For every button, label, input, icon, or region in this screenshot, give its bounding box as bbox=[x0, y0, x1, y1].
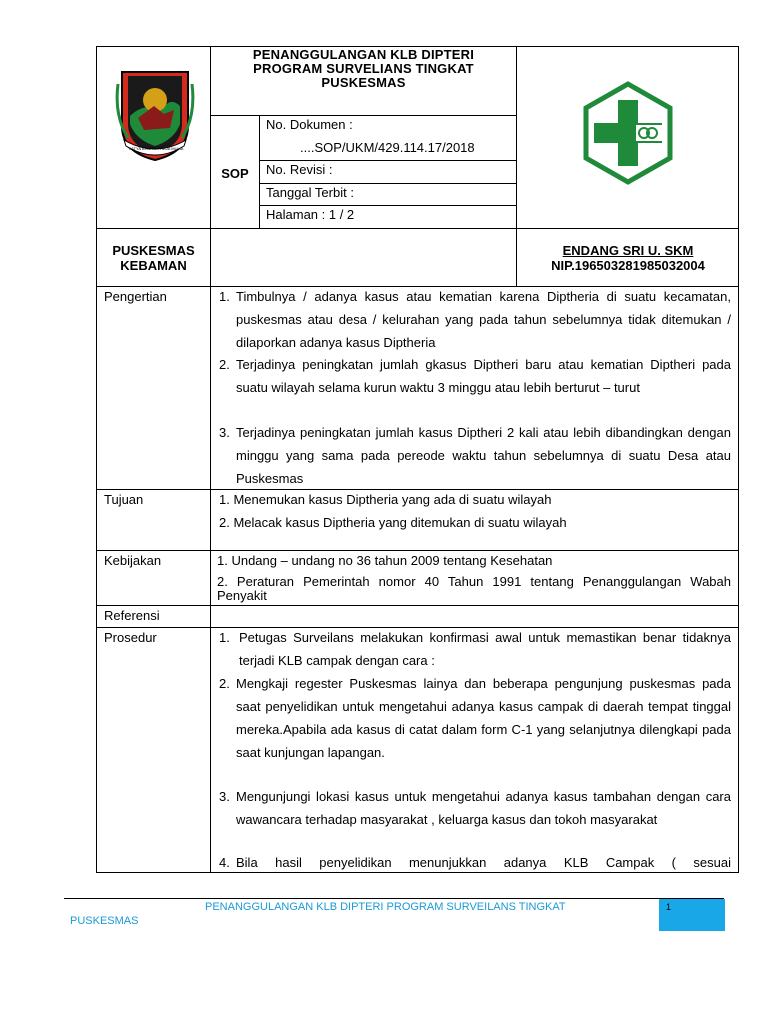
signer-nip: NIP.196503281985032004 bbox=[551, 258, 705, 273]
prosedur-item-2 bbox=[219, 672, 731, 764]
document-title bbox=[211, 48, 516, 90]
divider bbox=[259, 115, 260, 228]
doc-number-label: No. Dokumen : bbox=[266, 117, 353, 132]
item-number: 1. bbox=[219, 289, 230, 304]
item-text: Mengunjungi lokasi kasus untuk mengetahui adanya kasus tambahan dengan cara wawancara terhadap masyarakat , keluarga kasus dan tokoh masyarakat bbox=[236, 789, 731, 827]
item-text: Menemukan kasus Diptheria yang ada di suatu wilayah bbox=[233, 492, 552, 507]
item-number: 1. bbox=[219, 630, 230, 645]
footer-title-2: PUSKESMAS bbox=[70, 915, 139, 927]
divider bbox=[210, 286, 211, 873]
kebijakan-item-1: 1. Undang – undang no 36 tahun 2009 tentang Kesehatan bbox=[217, 553, 553, 568]
logo-motto: SATYA BHAKTI PRAJA MULIA bbox=[128, 146, 184, 151]
footer-title: PENANGGULANGAN KLB DIPTERI PROGRAM SURVEILANS TINGKAT bbox=[205, 901, 566, 913]
title-line-1: PENANGGULANGAN KLB DIPTERI bbox=[252, 47, 475, 62]
item-text: Melacak kasus Diptheria yang ditemukan di suatu wilayah bbox=[233, 515, 567, 530]
divider bbox=[96, 228, 739, 229]
prosedur-item-4 bbox=[219, 853, 731, 872]
title-line-2: PROGRAM SURVELIANS TINGKAT bbox=[253, 61, 474, 76]
signer-block bbox=[517, 243, 739, 273]
divider bbox=[96, 605, 739, 606]
section-label-tujuan: Tujuan bbox=[104, 492, 144, 507]
doc-number-value: ....SOP/UKM/429.114.17/2018 bbox=[300, 140, 475, 155]
divider bbox=[96, 550, 739, 551]
signer-name: ENDANG SRI U. SKM bbox=[562, 243, 694, 258]
issue-date-label: Tanggal Terbit : bbox=[266, 185, 354, 200]
divider bbox=[259, 183, 516, 184]
page-label: Halaman : 1 / 2 bbox=[266, 207, 355, 222]
item-number: 3. bbox=[219, 425, 230, 440]
org-line-1: PUSKESMAS bbox=[112, 243, 195, 258]
footer-page-box bbox=[659, 899, 725, 931]
item-number: 3. bbox=[219, 789, 230, 804]
puskesmas-logo bbox=[580, 80, 676, 186]
item-number: 2. bbox=[219, 357, 230, 372]
section-label-prosedur: Prosedur bbox=[104, 630, 157, 645]
section-label-pengertian: Pengertian bbox=[104, 289, 167, 304]
divider bbox=[259, 160, 516, 161]
sop-label: SOP bbox=[221, 166, 249, 181]
tujuan-item-2 bbox=[219, 515, 567, 530]
item-number: 2. bbox=[219, 676, 230, 691]
divider bbox=[259, 205, 516, 206]
item-text: Petugas Surveilans melakukan konfirmasi awal untuk memastikan benar tidaknya terjadi KLB campak dengan cara : bbox=[239, 630, 731, 668]
revision-label: No. Revisi : bbox=[266, 162, 333, 177]
footer-page-number: 1 bbox=[666, 902, 672, 912]
pengertian-item-2 bbox=[219, 353, 731, 399]
kebijakan-item-2: 2. Peraturan Pemerintah nomor 40 Tahun 1991 tentang Penanggulangan Wabah Penyakit bbox=[217, 574, 731, 603]
pengertian-item-1 bbox=[219, 285, 731, 354]
org-line-2: KEBAMAN bbox=[120, 258, 187, 273]
item-number: 2. bbox=[219, 515, 230, 530]
tujuan-item-1 bbox=[219, 492, 551, 507]
prosedur-item-3 bbox=[219, 785, 731, 831]
item-text: Terjadinya peningkatan jumlah kasus Diptheri 2 kali atau lebih dibandingkan dengan minggu yang sama pada pereode waktu tahun sebelumnya di suatu Desa atau Puskesmas bbox=[236, 425, 731, 486]
prosedur-item-1 bbox=[219, 626, 731, 672]
item-text: Bila hasil penyelidikan menunjukkan adanya KLB Campak ( sesuai bbox=[236, 855, 731, 870]
footer-rule bbox=[64, 898, 724, 899]
item-number: 4. bbox=[219, 855, 230, 870]
section-label-kebijakan: Kebijakan bbox=[104, 553, 162, 568]
item-text: Terjadinya peningkatan jumlah gkasus Diptheri baru atau kematian Diptheri pada suatu wilayah selama kurun waktu 3 minggu atau lebih berturut – turut bbox=[236, 357, 731, 395]
item-text: Timbulnya / adanya kasus atau kematian karena Diptheria di suatu kecamatan, puskesmas atau desa / kelurahan yang pada tahun sebelumnya tidak ditemukan / dilaporkan adanya kasus Diptheria bbox=[236, 289, 731, 350]
item-text: Mengkaji regester Puskesmas lainya dan beberapa pengunjung puskesmas pada saat penyelidikan untuk mengetahui adanya kasus campak di daerah tempat tinggal mereka.Apabila ada kasus di catat dalam form C-1 yang selanjutnya dilengkapi pada saat kunjungan lapangan. bbox=[236, 676, 731, 760]
kutai-kertanegara-logo bbox=[114, 66, 196, 164]
section-label-referensi: Referensi bbox=[104, 608, 160, 623]
title-line-3: PUSKESMAS bbox=[321, 75, 406, 90]
item-number: 1. bbox=[219, 492, 230, 507]
divider bbox=[210, 115, 516, 116]
org-name bbox=[97, 243, 210, 273]
pengertian-item-3 bbox=[219, 421, 731, 490]
